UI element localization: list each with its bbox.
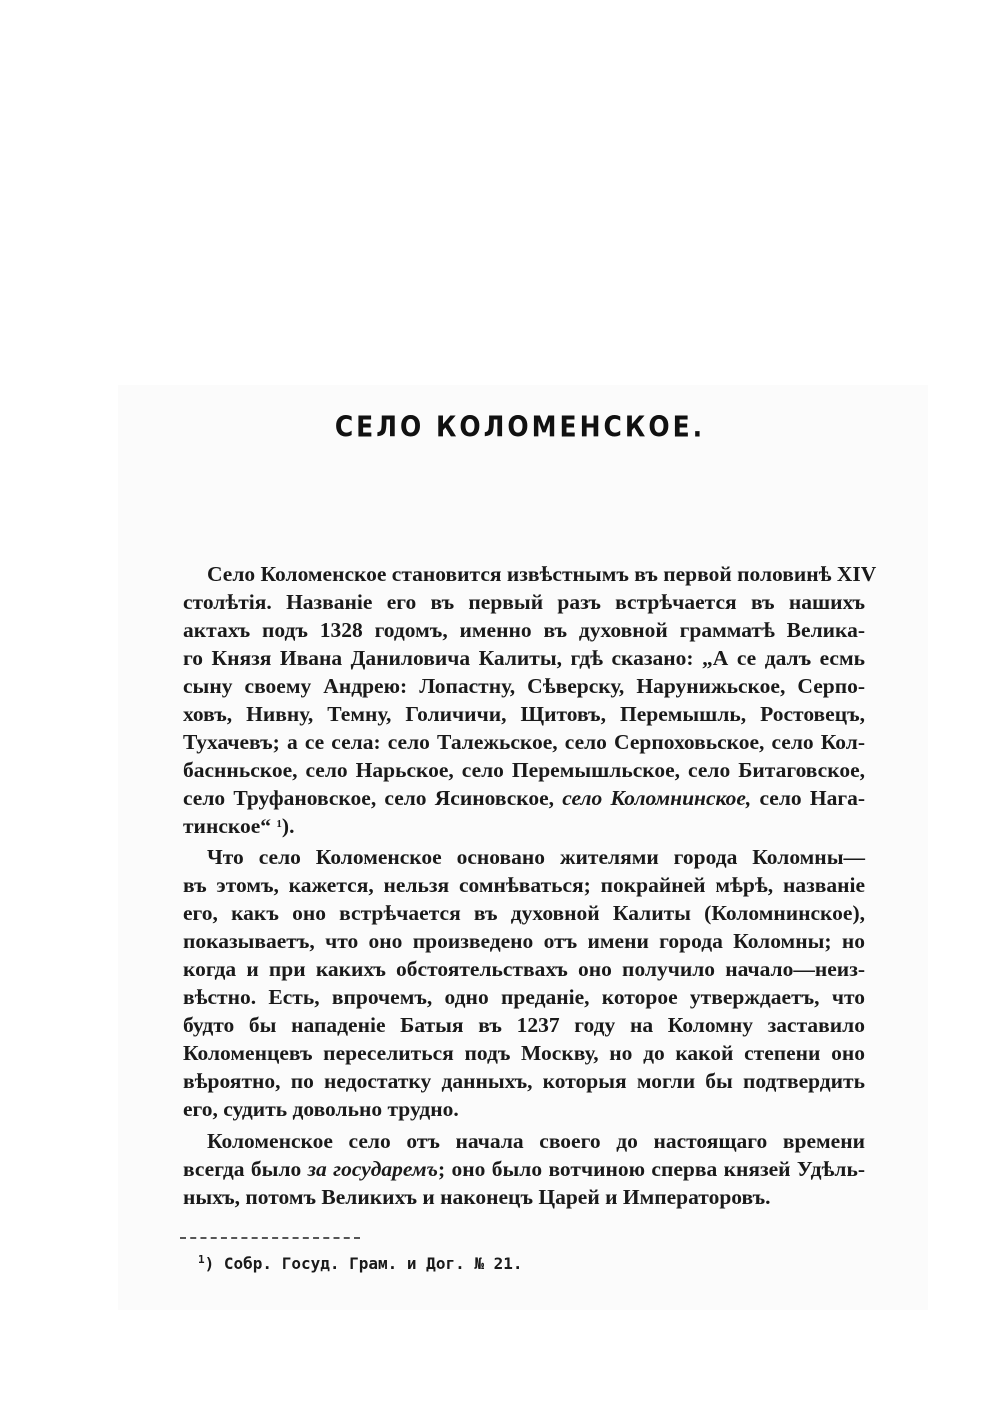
text-span: село Труфановское, село Ясиновское, bbox=[183, 786, 555, 810]
text-line: его, какъ оно встрѣчается въ духовной Калиты (Коломнинское), bbox=[183, 901, 865, 925]
text-line: актахъ подъ 1328 годомъ, именно въ духовной грамматѣ Велика- bbox=[183, 618, 865, 642]
text-line bbox=[183, 812, 865, 840]
text-line: столѣтія. Названіе его въ первый разъ встрѣчается въ нашихъ bbox=[183, 590, 865, 614]
text-line: вѣстно. Есть, впрочемъ, одно преданіе, которое утверждаетъ, что bbox=[183, 985, 865, 1009]
text-line bbox=[183, 784, 865, 812]
text-line: его, судить довольно трудно. bbox=[183, 1097, 459, 1121]
text-line: баснньское, село Нарьское, село Перемышльское, село Битаговское, bbox=[183, 758, 865, 782]
text-line: ховъ, Нивну, Темну, Голичичи, Щитовъ, Перемышль, Ростовецъ, bbox=[183, 702, 865, 726]
italic-text: за государемъ bbox=[307, 1157, 438, 1181]
page-title: СЕЛО КОЛОМЕНСКОЕ. bbox=[334, 409, 706, 444]
text-line: сыну своему Андрею: Лопастну, Сѣверску, Нарунижьское, Серпо- bbox=[183, 674, 865, 698]
text-line: Что село Коломенское основано жителями города Коломны— bbox=[207, 845, 865, 869]
italic-text: село Коломнинское, bbox=[562, 786, 752, 810]
text-line: когда и при какихъ обстоятельствахъ оно получило начало—неиз- bbox=[183, 957, 865, 981]
text-line: Село Коломенское становится извѣстнымъ въ первой половинѣ XIV bbox=[207, 562, 877, 586]
text-line: Тухачевъ; а се села: село Талежьское, село Серпоховьское, село Кол- bbox=[183, 730, 865, 754]
text-line: будто бы нападеніе Батыя въ 1237 году на Коломну заставило bbox=[183, 1013, 865, 1037]
footnote-ref: 1 bbox=[276, 818, 282, 830]
text-line: Коломенское село отъ начала своего до настоящаго времени bbox=[207, 1129, 865, 1153]
text-line: Коломенцевъ переселиться подъ Москву, но до какой степени оно bbox=[183, 1041, 865, 1065]
footnote-text: ) Собр. Госуд. Грам. и Дог. № 21. bbox=[204, 1254, 523, 1273]
text-span: село Нага- bbox=[759, 786, 866, 810]
text-line: ныхъ, потомъ Великихъ и наконецъ Царей и Императоровъ. bbox=[183, 1185, 771, 1209]
text-line: въ этомъ, кажется, нельзя сомнѣваться; покрайней мѣрѣ, названіе bbox=[183, 873, 865, 897]
text-span: ; оно было вотчиною сперва князей Удѣль- bbox=[437, 1157, 865, 1181]
footnote-divider bbox=[180, 1237, 360, 1239]
text-span: тинское“ bbox=[183, 814, 272, 838]
footnote-marker: 1 bbox=[198, 1253, 205, 1266]
text-line bbox=[183, 1155, 865, 1183]
text-line: вѣроятно, по недостатку данныхъ, которыя могли бы подтвердить bbox=[183, 1069, 865, 1093]
footnote bbox=[198, 1253, 523, 1275]
text-span: всегда было bbox=[183, 1157, 302, 1181]
text-line: го Князя Ивана Даниловича Калиты, гдѣ сказано: „А се далъ есмь bbox=[183, 646, 865, 670]
text-line: показываетъ, что оно произведено отъ имени города Коломны; но bbox=[183, 929, 865, 953]
text-span: ). bbox=[281, 814, 295, 838]
